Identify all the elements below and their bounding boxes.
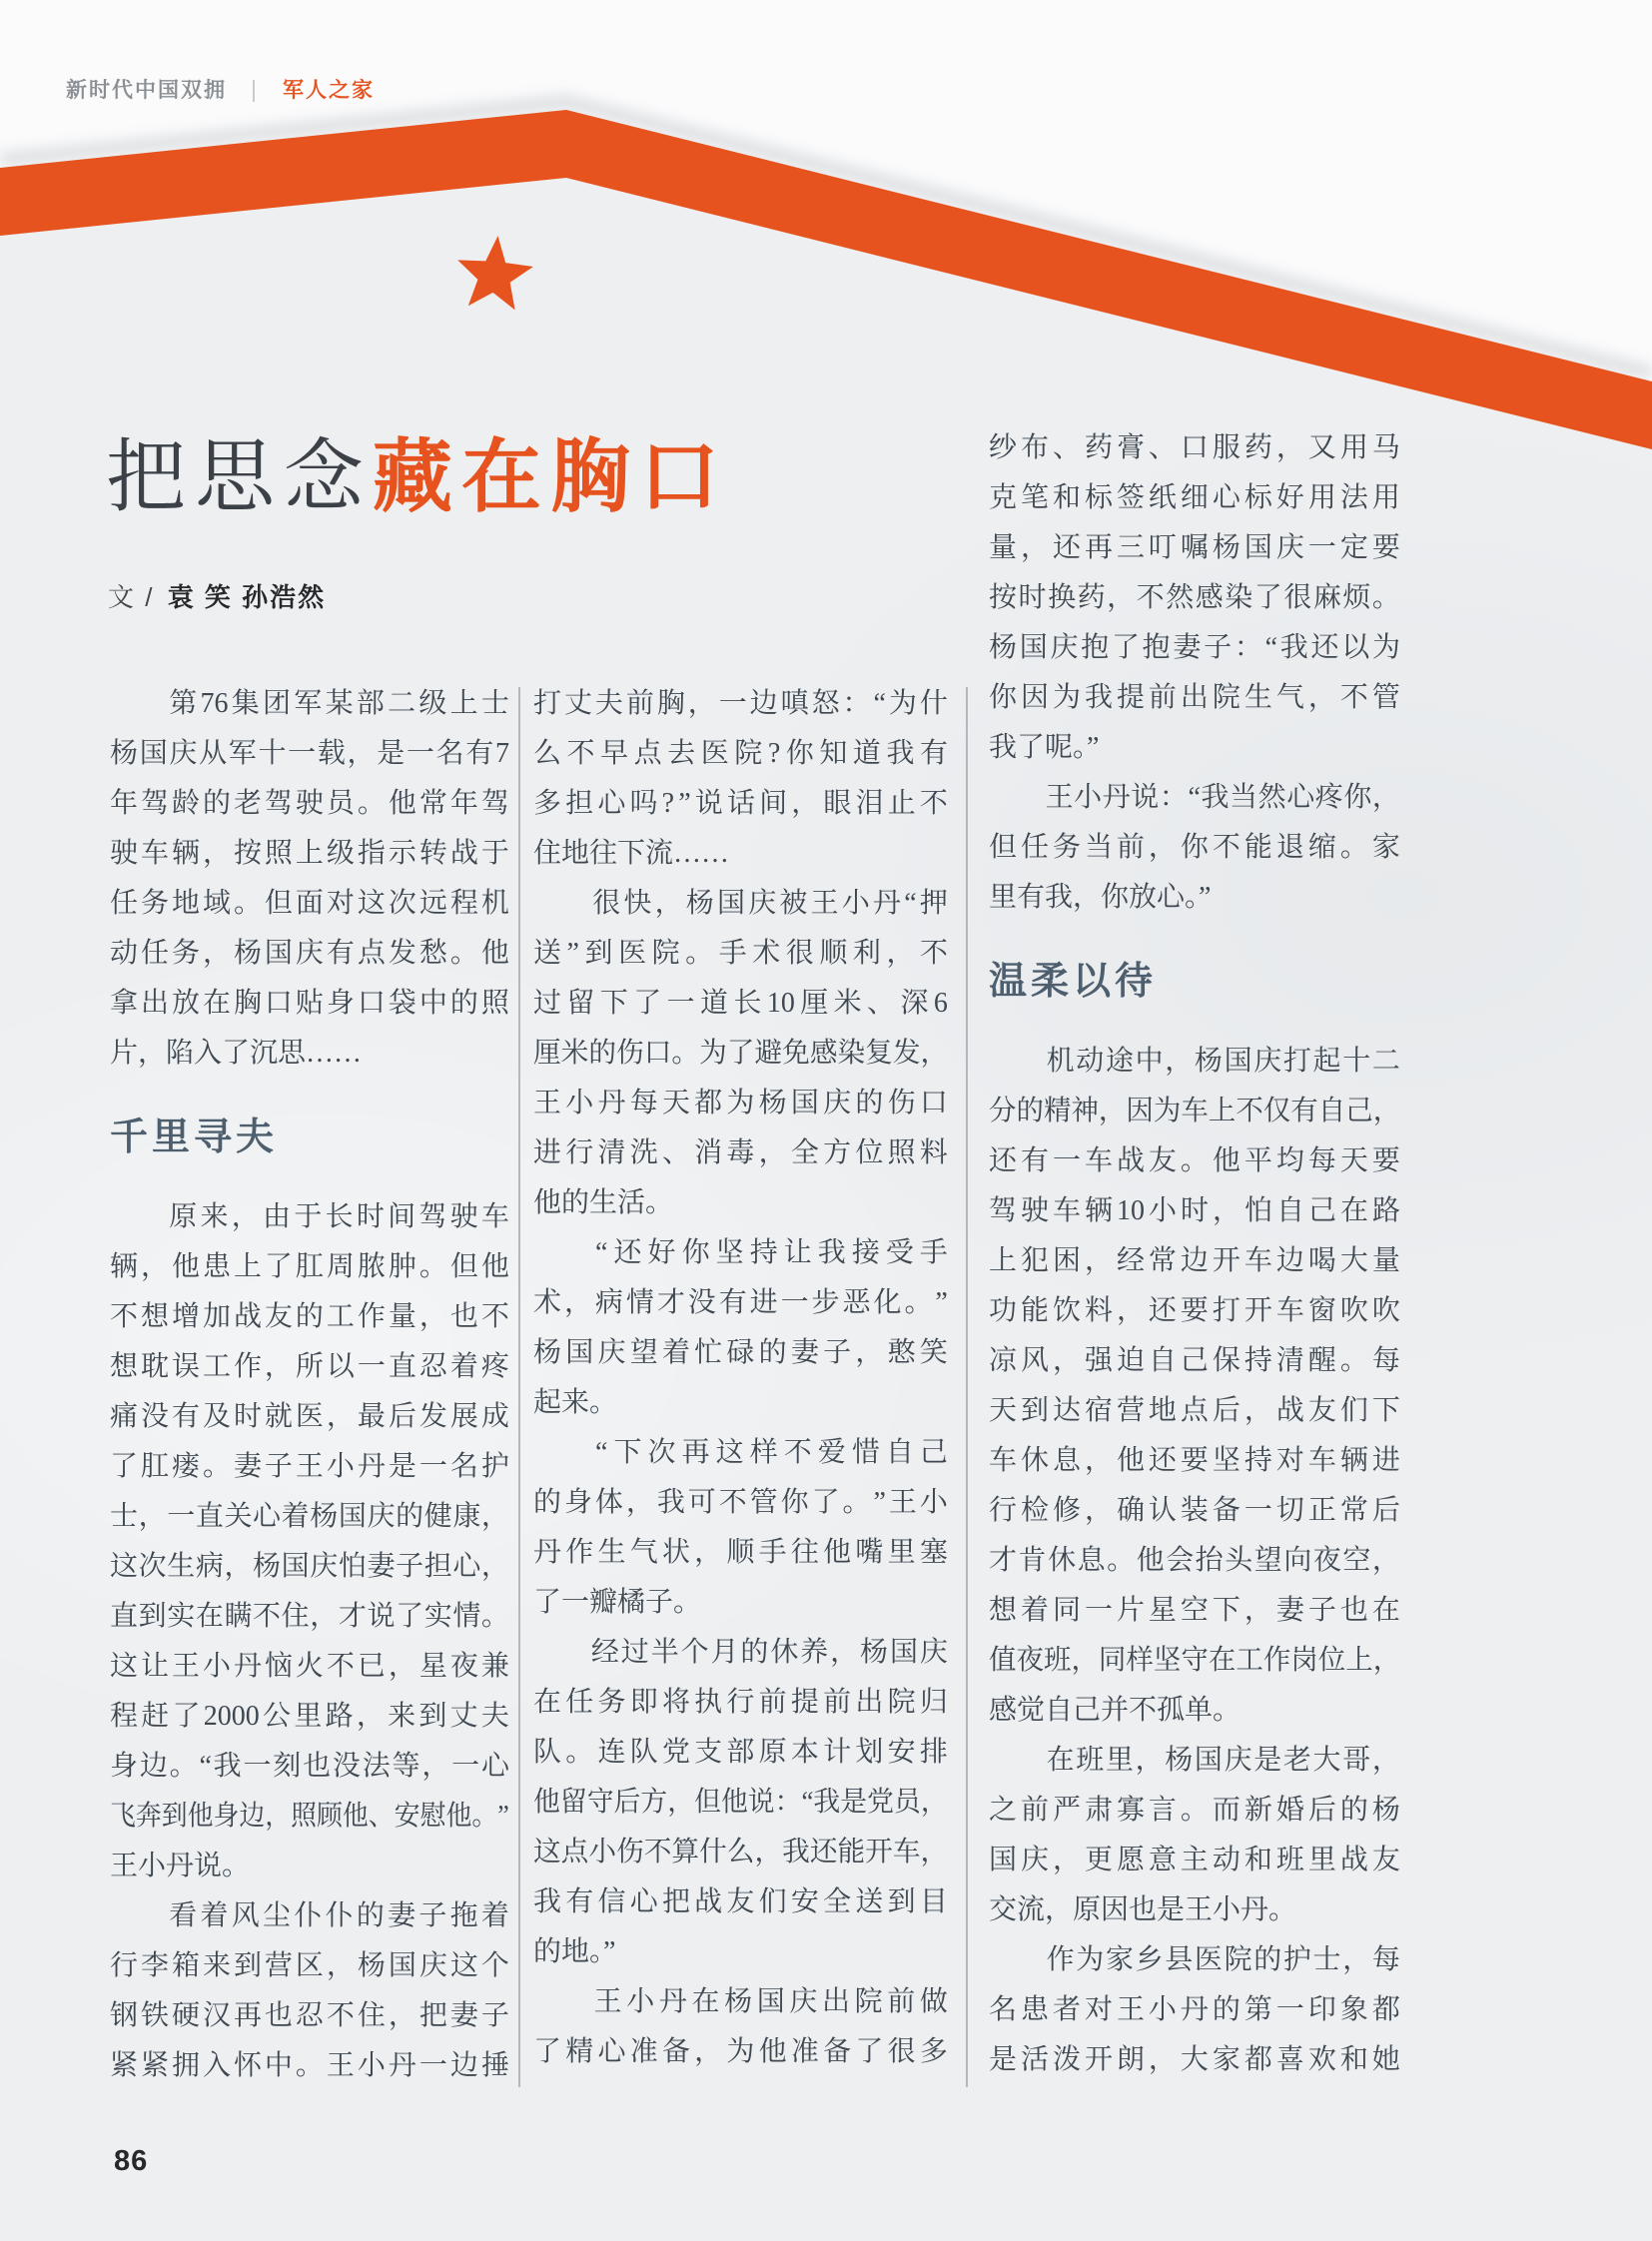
text-line: 的 身 体 ， 我 可 不 管 你 了 。 ” 王 小 bbox=[533, 1487, 948, 1518]
text-line: 厘 米 的 伤 口 。 为 了 避 免 感 染 复 发 ， bbox=[533, 1038, 949, 1069]
text-line: 紧 紧 拥 入 怀 中 。 王 小 丹 一 边 捶 bbox=[110, 2050, 509, 2081]
text-line: 痛 没 有 及 时 就 医 ， 最 后 发 展 成 bbox=[110, 1401, 509, 1432]
text-line: “ 还 好 你 坚 持 让 我 接 受 手 bbox=[533, 1228, 948, 1278]
text-line: 很 快 ， 杨 国 庆 被 王 小 丹 “ 押 bbox=[533, 879, 948, 929]
text-line: 拿 出 放 在 胸 口 贴 身 口 袋 中 的 照 bbox=[110, 988, 509, 1019]
text-line: 作 为 家 乡 县 医 院 的 护 士 ， 每 bbox=[989, 1935, 1400, 1985]
text-line: 士 ， 一 直 关 心 着 杨 国 庆 的 健 康 ， bbox=[110, 1501, 509, 1532]
byline-prefix: 文 / bbox=[108, 582, 155, 612]
text-line: 行 检 修 ， 确 认 装 备 一 切 正 常 后 bbox=[989, 1495, 1400, 1526]
text-column-2 bbox=[533, 679, 948, 2077]
text-line: 分 的 精 神 ， 因 为 车 上 不 仅 有 自 己 ， bbox=[989, 1096, 1401, 1126]
text-line: 队 。 连 队 党 支 部 原 本 计 划 安 排 bbox=[533, 1737, 948, 1768]
text-line: 钢 铁 硬 汉 再 也 忍 不 住 ， 把 妻 子 bbox=[110, 2000, 509, 2031]
text-line: 年 驾 龄 的 老 驾 驶 员 。 他 常 年 驾 bbox=[110, 788, 509, 819]
text-line: 但 任 务 当 前 ， 你 不 能 退 缩 。 家 bbox=[989, 832, 1400, 863]
text-line: 还 有 一 车 战 友 。 他 平 均 每 天 要 bbox=[989, 1145, 1400, 1176]
article-title-normal: 把思念 bbox=[106, 432, 373, 521]
text-line: 凉 风 ， 强 迫 自 己 保 持 清 醒 。 每 bbox=[989, 1345, 1400, 1376]
text-line: 这 点 小 伤 不 算 什 么 ， 我 还 能 开 车 ， bbox=[533, 1837, 949, 1868]
text-line: 量 ， 还 再 三 叮 嘱 杨 国 庆 一 定 要 bbox=[989, 532, 1400, 563]
text-line: 了 精 心 准 备 ， 为 他 准 备 了 很 多 bbox=[533, 2036, 948, 2067]
paragraph-indent bbox=[989, 1935, 1045, 1985]
text-column-3 bbox=[989, 423, 1400, 2085]
kicker-separator: | bbox=[251, 75, 259, 102]
text-line: “ 下 次 再 这 样 不 爱 惜 自 己 bbox=[533, 1428, 948, 1478]
text-line: 丹 作 生 气 状 ， 顺 手 往 他 嘴 里 塞 bbox=[533, 1537, 948, 1568]
page-number: 86 bbox=[114, 2145, 149, 2177]
paragraph-indent bbox=[110, 1192, 166, 1242]
text-line: 想 着 同 一 片 星 空 下 ， 妻 子 也 在 bbox=[989, 1595, 1400, 1626]
text-line: 国 庆 ， 更 愿 意 主 动 和 班 里 战 友 bbox=[989, 1845, 1400, 1875]
text-line: 才 肯 休 息 。 他 会 抬 头 望 向 夜 空 ， bbox=[989, 1545, 1400, 1576]
text-line: 天 到 达 宿 营 地 点 后 ， 战 友 们 下 bbox=[989, 1395, 1400, 1426]
text-line: 我 有 信 心 把 战 友 们 安 全 送 到 目 bbox=[533, 1886, 948, 1917]
text-line: 原 来 ， 由 于 长 时 间 驾 驶 车 bbox=[110, 1192, 509, 1242]
text-line: 起来。 bbox=[533, 1387, 618, 1418]
article-title-highlight: 藏在胸口 bbox=[373, 432, 728, 521]
text-line: 辆 ， 他 患 上 了 肛 周 脓 肿 。 但 他 bbox=[110, 1251, 509, 1282]
paragraph-indent bbox=[989, 1037, 1045, 1087]
text-line: 驶 车 辆 ， 按 照 上 级 指 示 转 战 于 bbox=[110, 838, 509, 869]
text-line: 行 李 箱 来 到 营 区 ， 杨 国 庆 这 个 bbox=[110, 1950, 509, 1981]
text-line: 克 笔 和 标 签 纸 细 心 标 好 用 法 用 bbox=[989, 482, 1400, 513]
text-line: 感觉自己并不孤单。 bbox=[989, 1695, 1241, 1726]
byline-authors: 袁 笑 孙浩然 bbox=[167, 582, 327, 612]
text-line: 打 丈 夫 前 胸 ， 一 边 嗔 怒 ： “ 为 什 bbox=[533, 688, 948, 719]
text-line: 杨 国 庆 从 军 十 一 载 ， 是 一 名 有 7 bbox=[110, 738, 509, 769]
paragraph-indent bbox=[533, 1428, 589, 1478]
text-line: 想 耽 误 工 作 ， 所 以 一 直 忍 着 疼 bbox=[110, 1351, 509, 1382]
text-line: 住地往下流…… bbox=[533, 838, 730, 869]
text-line: 你 因 为 我 提 前 出 院 生 气 ， 不 管 bbox=[989, 682, 1400, 713]
text-line: 动 任 务 ， 杨 国 庆 有 点 发 愁 。 他 bbox=[110, 938, 509, 969]
text-line: 值 夜 班 ， 同 样 坚 守 在 工 作 岗 位 上 ， bbox=[989, 1645, 1401, 1676]
text-line: 了一瓣橘子。 bbox=[533, 1587, 702, 1618]
text-line: 驾 驶 车 辆 10 小 时 ， 怕 自 己 在 路 bbox=[989, 1195, 1400, 1226]
text-line: 按 时 换 药 ， 不 然 感 染 了 很 麻 烦 。 bbox=[989, 582, 1400, 613]
paragraph-indent bbox=[989, 773, 1045, 823]
text-line: 杨 国 庆 抱 了 抱 妻 子 ： “ 我 还 以 为 bbox=[989, 632, 1400, 663]
text-line: 机 动 途 中 ， 杨 国 庆 打 起 十 二 bbox=[989, 1037, 1400, 1087]
text-line: 在 班 里 ， 杨 国 庆 是 老 大 哥 ， bbox=[989, 1736, 1400, 1786]
text-line: 上 犯 困 ， 经 常 边 开 车 边 喝 大 量 bbox=[989, 1245, 1400, 1276]
text-line: 直 到 实 在 瞒 不 住 ， 才 说 了 实 情 。 bbox=[110, 1601, 509, 1632]
text-line: 纱 布 、 药 膏 、 口 服 药 ， 又 用 马 bbox=[989, 432, 1400, 463]
kicker-column-label: 军人之家 bbox=[282, 79, 375, 102]
text-line: 功 能 饮 料 ， 还 要 打 开 车 窗 吹 吹 bbox=[989, 1295, 1400, 1326]
text-line: 这 次 生 病 ， 杨 国 庆 怕 妻 子 担 心 ， bbox=[110, 1551, 509, 1582]
text-line: 送 ” 到 医 院 。 手 术 很 顺 利 ， 不 bbox=[533, 938, 948, 969]
text-line: 交流，原因也是王小丹。 bbox=[989, 1894, 1297, 1925]
column-divider bbox=[966, 687, 968, 2087]
text-line: 程 赶 了 2000 公 里 路 ， 来 到 丈 夫 bbox=[110, 1701, 509, 1732]
text-line: 这 让 王 小 丹 恼 火 不 已 ， 星 夜 兼 bbox=[110, 1651, 509, 1682]
paragraph-indent bbox=[533, 1977, 589, 2027]
text-line: 王 小 丹 在 杨 国 庆 出 院 前 做 bbox=[533, 1977, 948, 2027]
text-line: 第 76 集 团 军 某 部 二 级 上 士 bbox=[110, 679, 509, 729]
paragraph-indent bbox=[533, 1228, 589, 1278]
text-line: 里有我，你放心。” bbox=[989, 882, 1212, 913]
text-line: 车 休 息 ， 他 还 要 坚 持 对 车 辆 进 bbox=[989, 1445, 1400, 1476]
text-line: 他的生活。 bbox=[533, 1187, 674, 1218]
paragraph-indent bbox=[110, 679, 166, 729]
text-line: 不 想 增 加 战 友 的 工 作 量 ， 也 不 bbox=[110, 1301, 509, 1332]
text-line: 在 任 务 即 将 执 行 前 提 前 出 院 归 bbox=[533, 1687, 948, 1718]
text-line: 看 着 风 尘 仆 仆 的 妻 子 拖 着 bbox=[110, 1891, 509, 1941]
text-line: 身 边 。 “ 我 一 刻 也 没 法 等 ， 一 心 bbox=[110, 1751, 509, 1782]
kicker bbox=[66, 74, 375, 104]
text-line: 他 留 守 后 方 ， 但 他 说 ： “ 我 是 党 员 ， bbox=[533, 1787, 948, 1818]
column-divider bbox=[518, 687, 520, 2087]
text-line: 王 小 丹 说 ： “ 我 当 然 心 疼 你 ， bbox=[989, 773, 1400, 823]
text-line: 多 担 心 吗 ? ” 说 话 间 ， 眼 泪 止 不 bbox=[533, 788, 948, 819]
paragraph-indent bbox=[533, 1628, 589, 1678]
text-line: 任 务 地 域 。 但 面 对 这 次 远 程 机 bbox=[110, 888, 509, 919]
paragraph-indent bbox=[110, 1891, 166, 1941]
text-line: 进 行 清 洗 、 消 毒 ， 全 方 位 照 料 bbox=[533, 1137, 948, 1168]
text-column-1 bbox=[110, 679, 509, 2091]
text-line: 是 活 泼 开 朗 ， 大 家 都 喜 欢 和 她 bbox=[989, 2044, 1400, 2075]
section-heading: 千里寻夫 bbox=[110, 1117, 279, 1158]
text-line: 名 患 者 对 王 小 丹 的 第 一 印 象 都 bbox=[989, 1994, 1400, 2025]
byline bbox=[108, 577, 326, 614]
star-icon bbox=[453, 233, 535, 312]
text-line: 经 过 半 个 月 的 休 养 ， 杨 国 庆 bbox=[533, 1628, 948, 1678]
text-line: 杨 国 庆 望 着 忙 碌 的 妻 子 ， 憨 笑 bbox=[533, 1337, 948, 1368]
section-heading: 温柔以待 bbox=[989, 961, 1158, 1003]
text-line: 之 前 严 肃 寡 言 。 而 新 婚 后 的 杨 bbox=[989, 1795, 1400, 1826]
text-line: 么 不 早 点 去 医 院 ? 你 知 道 我 有 bbox=[533, 738, 948, 769]
text-line: 过 留 下 了 一 道 长 10 厘 米 、 深 6 bbox=[533, 988, 948, 1019]
paragraph-indent bbox=[533, 879, 589, 929]
article-title bbox=[106, 432, 728, 521]
text-line: 王 小 丹 每 天 都 为 杨 国 庆 的 伤 口 bbox=[533, 1088, 948, 1119]
text-line: 片，陷入了沉思…… bbox=[110, 1038, 363, 1069]
text-line: 的地。” bbox=[533, 1936, 616, 1967]
text-line: 术 ， 病 情 才 没 有 进 一 步 恶 化 。 ” bbox=[533, 1287, 948, 1318]
text-line: 我了呢。” bbox=[989, 732, 1100, 763]
paragraph-indent bbox=[989, 1736, 1045, 1786]
text-line: 了 肛 瘘 。 妻 子 王 小 丹 是 一 名 护 bbox=[110, 1451, 509, 1482]
text-line: 王小丹说。 bbox=[110, 1851, 251, 1881]
kicker-section-label: 新时代中国双拥 bbox=[66, 79, 227, 102]
text-line: 飞 奔 到 他 身 边 ， 照 顾 他 、 安 慰 他 。 ” bbox=[110, 1801, 509, 1832]
